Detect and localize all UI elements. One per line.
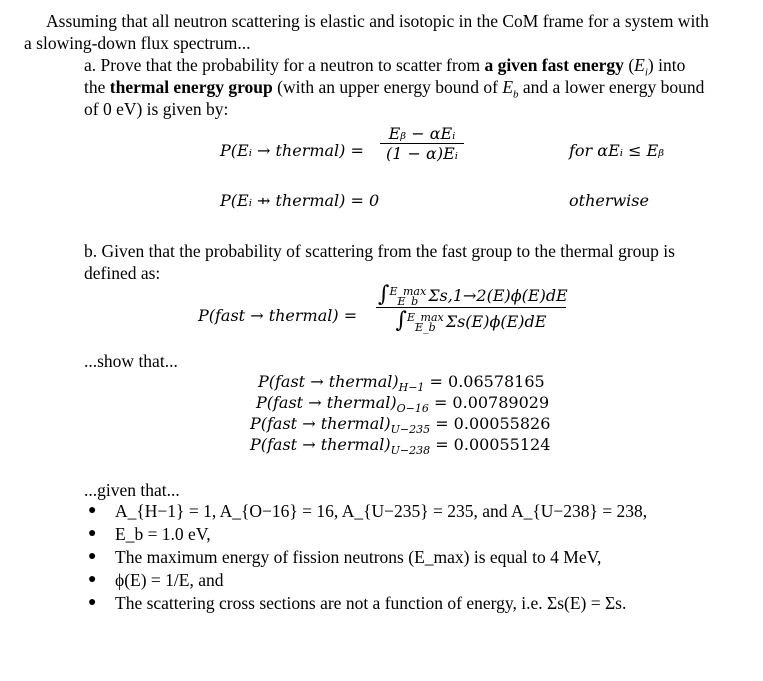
result-row: P(fast → $thermal)_{O-16} = 0.00789029$ [256,393,550,416]
intro-line-1: Assuming that all neutron scattering is elastic and isotopic in the CoM frame for a system with [46,11,709,31]
intro-line-2: a slowing-down flux spectrum... [24,33,251,53]
bullet-dot: ● [88,549,97,564]
result-row: P(fast → $thermal)_{U-235} = 0.00055826$ [250,414,551,437]
bullet-item: E_b = 1.0 eV, [115,524,211,544]
result-row: P(fast → $thermal)_{H-1} = 0.06578165$ [258,372,545,395]
given-that: ...given that... [84,480,180,500]
integral-sign: ∫ [378,282,390,307]
part-b-line-1: b. Given that the probability of scattering from the fast group to the thermal group is [84,241,675,261]
part-b-line-2: defined as: [84,263,161,283]
integral-limits: E_max E_b [407,310,444,334]
bullet-item: The maximum energy of fission neutrons (E_max) is equal to 4 MeV, [115,547,602,567]
part-a-line-3: of 0 eV) is given by: [84,99,229,119]
eqb-lhs: P(fast → thermal) = [198,306,358,325]
bullet-dot: ● [88,595,97,610]
part-a-line-1: a. Prove that the probability for a neutron to scatter from a given fast energy $(E_i)$ into [84,55,686,79]
integral-sign: ∫ [395,308,408,333]
result-row: P(fast → $thermal)_{U-238} = 0.00055124$ [250,435,551,458]
part-a-line-2: the thermal energy group (with an upper energy bound of $E_b$ and a lower energy bound [84,77,705,101]
eq1-lhs: P(Eᵢ → thermal) = [220,141,364,160]
integral-limits: E_max E_b [389,284,427,308]
show-that: ...show that... [84,351,178,371]
eq1-numerator: Eᵦ − αEᵢ [388,124,456,143]
eq2-condition: otherwise [569,191,649,210]
bullet-dot: ● [88,572,97,587]
bullet-dot: ● [88,503,97,518]
eq1-denominator: (1 − α)Eᵢ [380,143,464,163]
bullet-item: ϕ(E) = 1/E, and [115,570,224,590]
bullet-dot: ● [88,526,97,541]
eqb-fraction [376,282,566,333]
eqb-numerator: ∫ E_max E_b Σs,1→2(E)ϕ(E)dE [378,282,568,308]
eqb-denominator: ∫ E_max E_b Σs(E)ϕ(E)dE [376,307,566,333]
bullet-item: A_{H−1} = 1, A_{O−16} = 16, A_{U−235} = 235, and A_{U−238} = 238, [115,501,648,521]
eq2-lhs: P(Eᵢ ⇸ thermal) = 0 [220,191,380,210]
eq1-fraction [380,124,464,163]
bullet-item: The scattering cross sections are not a function of energy, i.e. Σs(E) = Σs. [115,593,627,613]
eq1-condition: for αEᵢ ≤ Eᵦ [569,141,665,160]
